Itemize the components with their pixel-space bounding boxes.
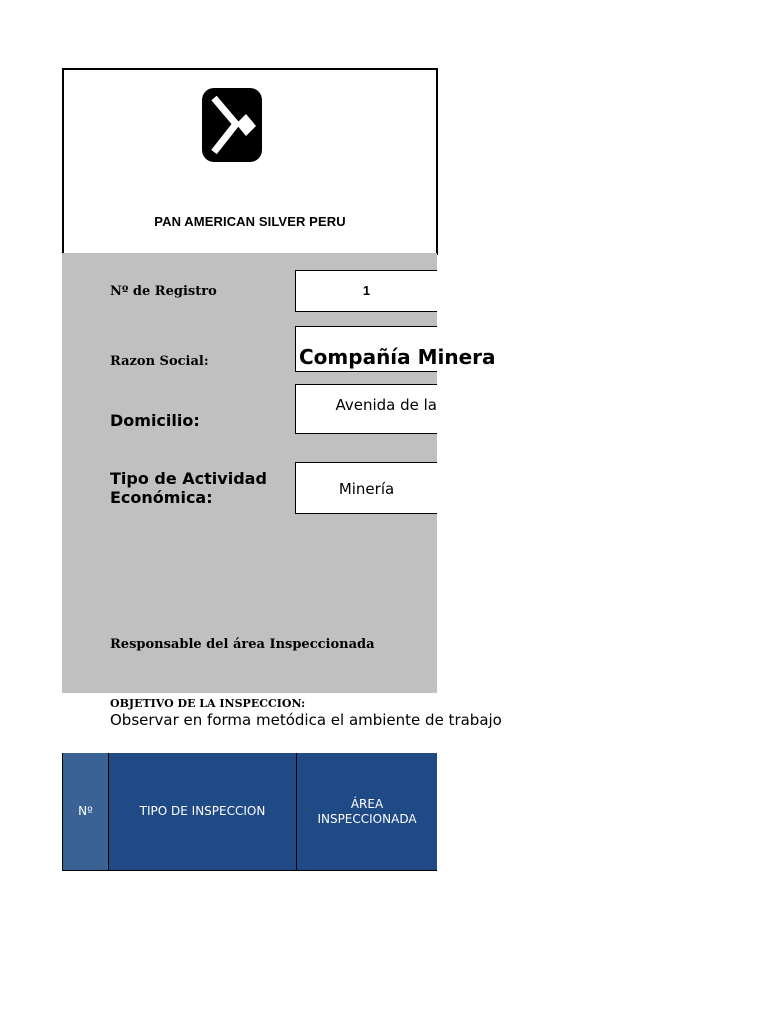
objective-text: Observar en forma metódica el ambiente de trabajo — [110, 711, 502, 729]
domicilio-field[interactable] — [295, 384, 437, 434]
tipo-actividad-field[interactable]: Minería — [295, 462, 437, 514]
domicilio-value: Avenida de la — [335, 396, 437, 414]
tipo-actividad-label: Tipo de Actividad Económica: — [110, 469, 267, 507]
company-name: PAN AMERICAN SILVER PERU — [154, 214, 346, 229]
column-header-tipo-inspeccion: TIPO DE INSPECCION — [108, 753, 296, 870]
razon-social-label: Razon Social: — [110, 354, 209, 369]
inspection-sheet — [62, 68, 502, 870]
table-header-row — [62, 753, 437, 871]
column-header-area-inspeccionada — [296, 753, 437, 870]
registro-label: Nº de Registro — [110, 284, 217, 299]
registration-form — [62, 253, 496, 693]
domicilio-label: Domicilio: — [110, 411, 200, 430]
company-header — [62, 68, 438, 255]
column-header-area-text: ÁREA INSPECCIONADA — [317, 796, 417, 826]
razon-social-field[interactable]: Compañía Minera — [295, 326, 437, 372]
column-header-number: Nº — [62, 753, 108, 870]
objective-section — [62, 693, 502, 751]
pan-american-silver-logo — [200, 86, 264, 164]
objective-title: OBJETIVO DE LA INSPECCION: — [110, 697, 306, 710]
registro-field[interactable]: 1 — [295, 270, 437, 312]
responsable-label: Responsable del área Inspeccionada — [110, 637, 375, 652]
